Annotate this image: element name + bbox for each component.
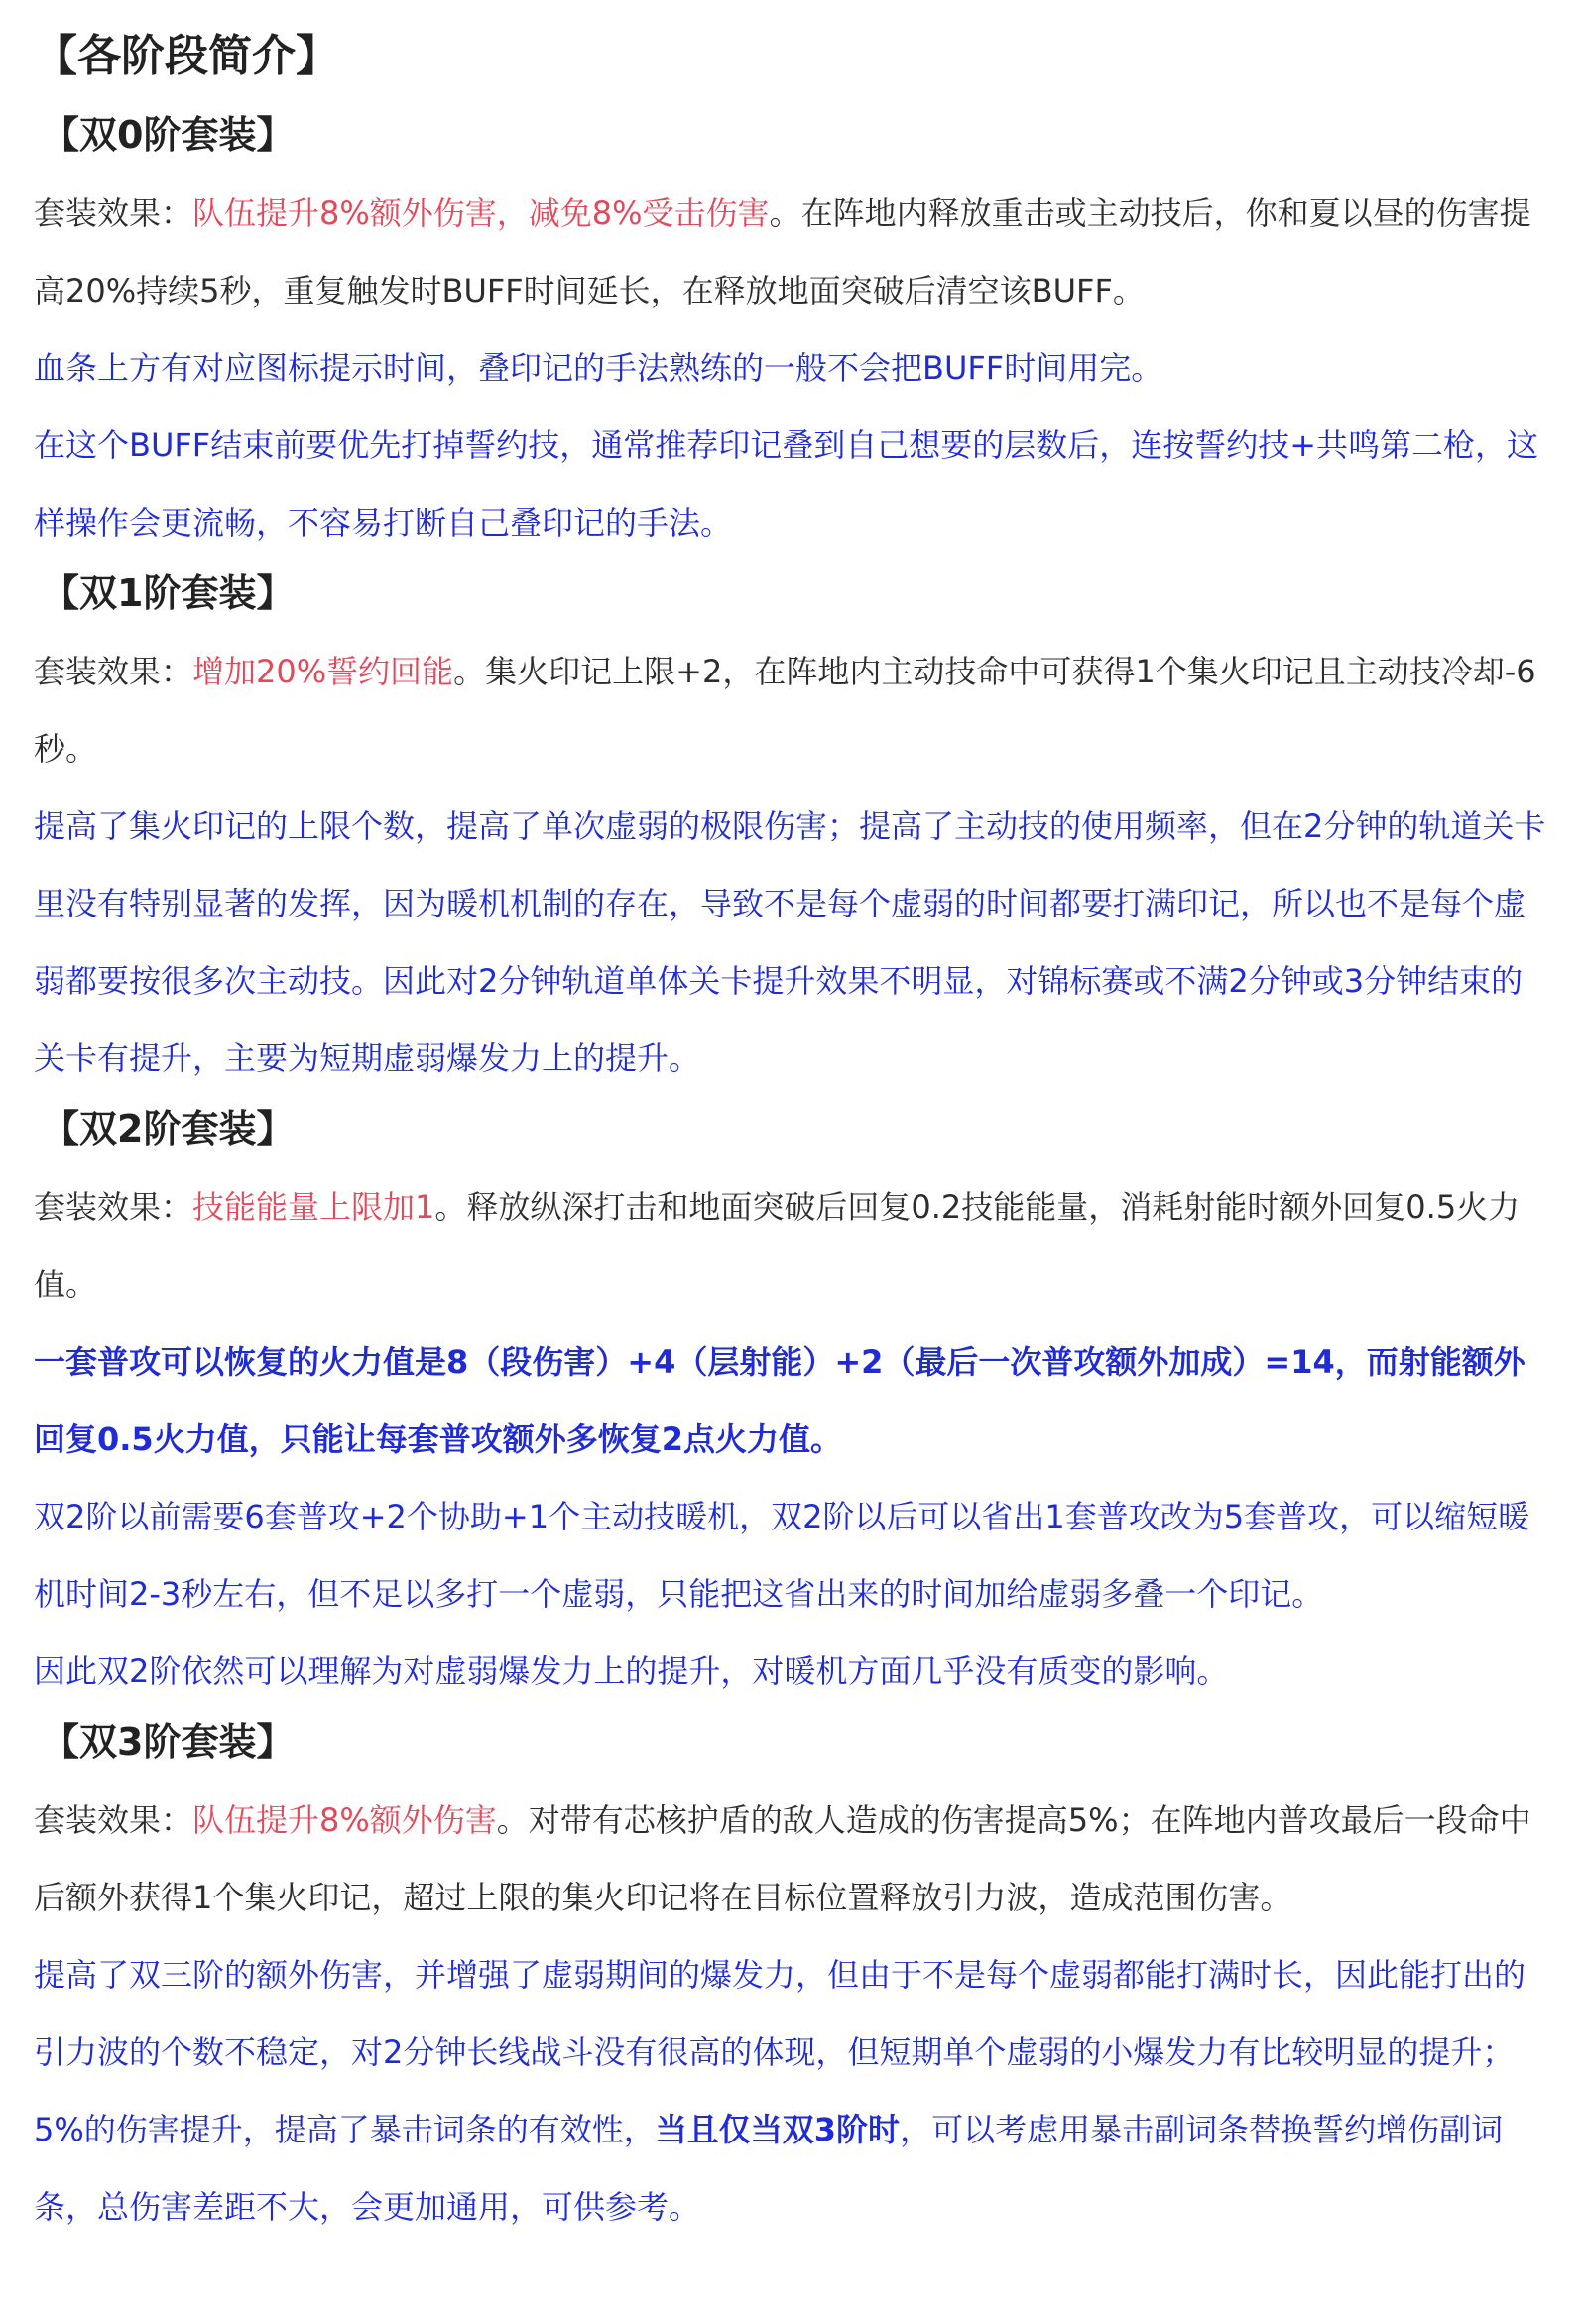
note-text: ，可以考虑用暴击副词条替换誓约增伤副词条，总伤害差距不大，会更加通用，可供参考。 xyxy=(34,2111,1504,2226)
note-paragraph: 在这个BUFF结束前要优先打掉誓约技，通常推荐印记叠到自己想要的层数后，连按誓约技+共鸣第二枪，这样操作会更流畅，不容易打断自己叠印记的手法。 xyxy=(34,427,1539,542)
effect-highlight: 队伍提升8%额外伤害 xyxy=(192,1801,497,1839)
effect-highlight: 技能能量上限加1 xyxy=(192,1188,435,1226)
effect-label: 套装效果： xyxy=(34,653,193,690)
note-paragraph-bold: 一套普攻可以恢复的火力值是8（段伤害）+4（层射能）+2（最后一次普攻额外加成）=14，而射能额外回复0.5火力值，只能让每套普攻额外多恢复2点火力值。 xyxy=(34,1343,1526,1458)
note-paragraph: 血条上方有对应图标提示时间，叠印记的手法熟练的一般不会把BUFF时间用完。 xyxy=(34,349,1163,387)
effect-label: 套装效果： xyxy=(34,1188,193,1226)
effect-label: 套装效果： xyxy=(34,1801,193,1839)
section-heading-stage1: 【双1阶套装】 xyxy=(42,571,295,615)
note-emphasis: 当且仅当双3阶时 xyxy=(655,2111,901,2148)
note-paragraph: 因此双2阶依然可以理解为对虚弱爆发力上的提升，对暖机方面几乎没有质变的影响。 xyxy=(34,1652,1229,1690)
effect-paragraph-stage2 xyxy=(34,1168,1551,1323)
note-paragraph xyxy=(34,1936,1551,2246)
note-paragraph: 提高了集火印记的上限个数，提高了单次虚弱的极限伤害；提高了主动技的使用频率，但在2分钟的轨道关卡里没有特别显著的发挥，因为暖机机制的存在，导致不是每个虚弱的时间都要打满印记，所以也不是每个虚弱都要按很多次主动技。因此对2分钟轨道单体关卡提升效果不明显，对锦标赛或不满2分钟或3分钟结束的关卡有提升，主要为短期虚弱爆发力上的提升。 xyxy=(34,807,1546,1077)
effect-label: 套装效果： xyxy=(34,194,193,232)
effect-text: 。对带有芯核护盾的敌人造成的伤害提高5%；在阵地内普攻最后一段命中后额外获得1个集火印记，超过上限的集火印记将在目标位置释放引力波，造成范围伤害。 xyxy=(34,1801,1531,1916)
effect-paragraph-stage1 xyxy=(34,633,1551,788)
effect-paragraph-stage0 xyxy=(34,175,1551,329)
section-heading-stage3: 【双3阶套装】 xyxy=(42,1720,295,1764)
effect-highlight: 队伍提升8%额外伤害，减免8%受击伤害 xyxy=(192,194,770,232)
section-heading-stage0: 【双0阶套装】 xyxy=(42,113,295,157)
effect-text: 。集火印记上限+2，在阵地内主动技命中可获得1个集火印记且主动技冷却-6秒。 xyxy=(34,653,1536,768)
effect-highlight: 增加20%誓约回能 xyxy=(192,653,454,690)
effect-text: 。释放纵深打击和地面突破后回复0.2技能能量，消耗射能时额外回复0.5火力值。 xyxy=(34,1188,1521,1303)
effect-paragraph-stage3 xyxy=(34,1781,1551,1936)
note-paragraph: 双2阶以前需要6套普攻+2个协助+1个主动技暖机，双2阶以后可以省出1套普攻改为5套普攻，可以缩短暖机时间2-3秒左右，但不足以多打一个虚弱，只能把这省出来的时间加给虚弱多叠一个印记。 xyxy=(34,1498,1530,1613)
effect-text: 。在阵地内释放重击或主动技后，你和夏以昼的伤害提高20%持续5秒，重复触发时BUFF时间延长，在释放地面突破后清空该BUFF。 xyxy=(34,194,1531,309)
page-title: 【各阶段简介】 xyxy=(34,31,339,81)
section-heading-stage2: 【双2阶套装】 xyxy=(42,1107,295,1151)
note-text: 提高了双三阶的额外伤害，并增强了虚弱期间的爆发力，但由于不是每个虚弱都能打满时长，因此能打出的引力波的个数不稳定，对2分钟长线战斗没有很高的体现，但短期单个虚弱的小爆发力有比较明显的提升；5%的伤害提升，提高了暴击词条的有效性， xyxy=(34,1956,1526,2148)
